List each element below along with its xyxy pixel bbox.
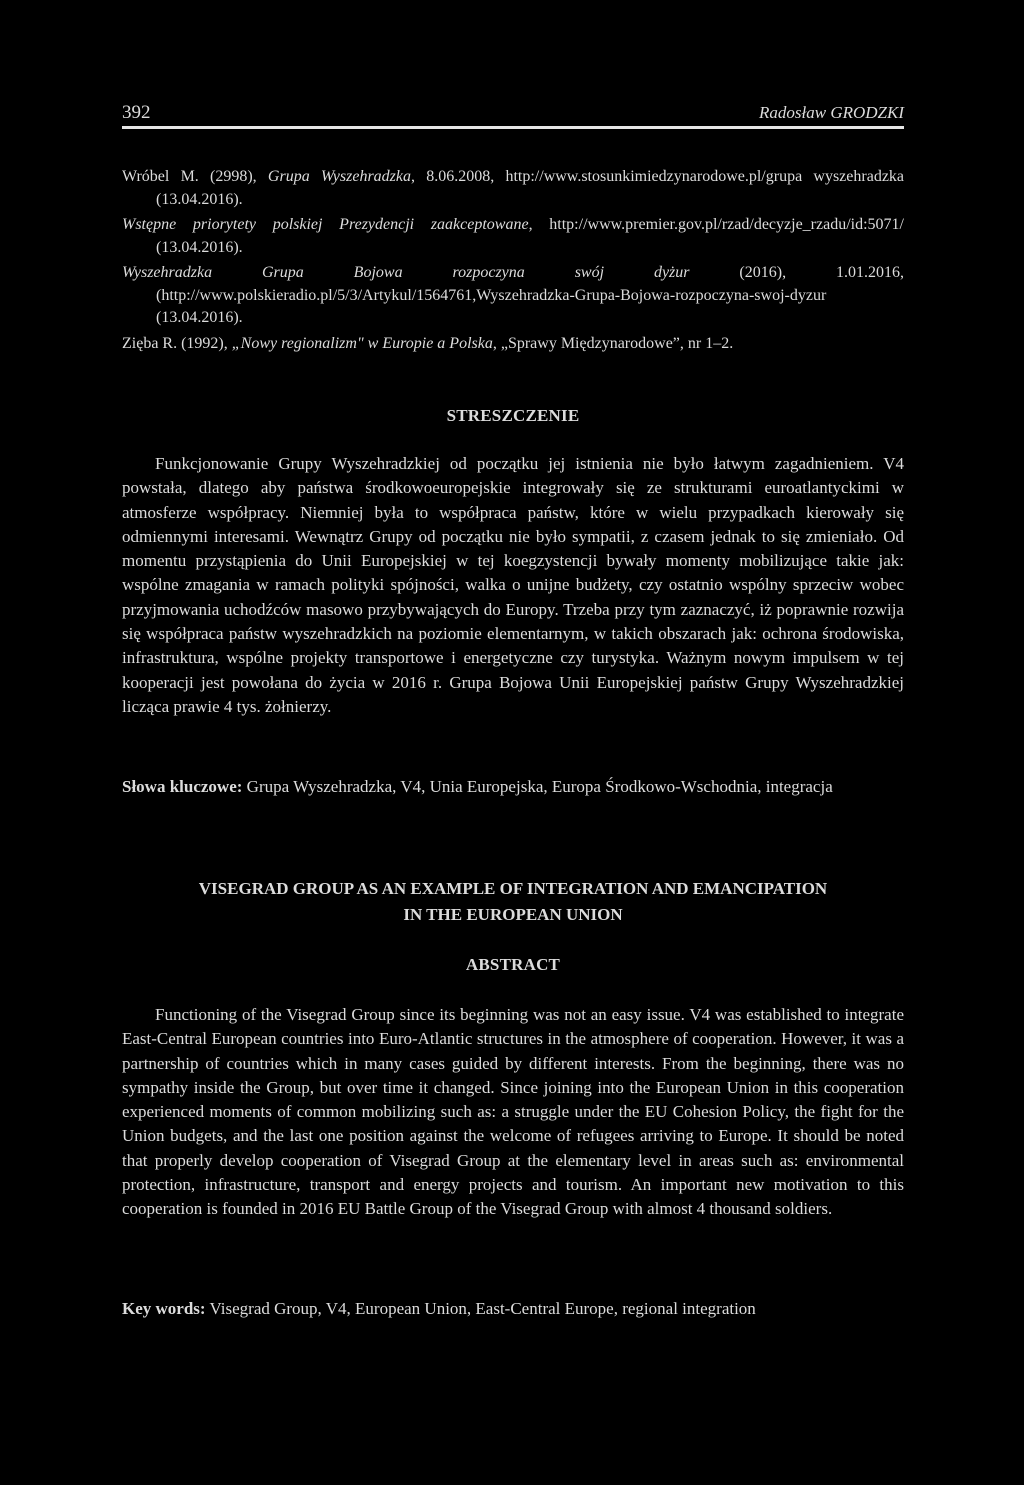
- reference-item: Wstępne priorytety polskiej Prezydencji zaakceptowane, http://www.premier.gov.pl/rzad/decyzje_rzadu/id:5071/ (13.04.2016).: [122, 216, 904, 256]
- reference-item: Wyszehradzka Grupa Bojowa rozpoczyna swój dyżur (2016), 1.01.2016, (http://www.polskieradio.pl/5/3/Artykul/1564761,Wyszehradzka-Grupa-Bojowa-rozpoczyna-swoj-dyzur (13.04.2016).: [122, 264, 905, 326]
- streszczenie-heading: STRESZCZENIE: [446, 406, 580, 425]
- reference-item: Wróbel M. (2998), Grupa Wyszehradzka, 8.06.2008, http://www.stosunkimiedzynarodowe.pl/grupa wyszehradzka (13.04.2016).: [122, 168, 905, 208]
- keywords-label: Słowa kluczowe:: [122, 777, 243, 796]
- keywords-label: Key words:: [122, 1299, 206, 1318]
- abstract-body: Functioning of the Visegrad Group since its beginning was not an easy issue. V4 was established to integrate East-Central European countries into Euro-Atlantic structures in the atmosphere of cooperation. However, it was a partnership of countries which in many cases guided by different interests. From the beginning, there was no sympathy inside the Group, but over time it changed. Since joining into the European Union in this cooperation experienced moments of common mobilizing such as: a struggle under the EU Cohesion Policy, the fight for the Union budgets, and the last one position against the welcome of refugees arriving to Europe. It should be noted that properly develop cooperation of Visegrad Group at the elementary level in areas such as: environmental protection, infrastructure, transport and energy projects and tourism. An important new motivation to this cooperation is founded in 2016 EU Battle Group of the Visegrad Group with almost 4 thousand soldiers.: [122, 1005, 904, 1219]
- english-title-line: VISEGRAD GROUP AS AN EXAMPLE OF INTEGRATION AND EMANCIPATION: [198, 879, 828, 898]
- page-header: [122, 100, 904, 129]
- running-head-author: Radosław GRODZKI: [759, 103, 904, 122]
- streszczenie-body: Funkcjonowanie Grupy Wyszehradzkiej od początku jej istnienia nie było łatwym zagadnieniem. V4 powstała, dlatego aby państwa środkowoeuropejskie integrowały się ze strukturami euroatlantyckimi w atmosferze współpracy. Niemniej była to współpraca państw, które w wielu przypadkach kierowały się odmiennymi interesami. Wewnątrz Grupy od początku nie było sympatii, z czasem jednak to się zmieniało. Od momentu przystąpienia do Unii Europejskiej w tej koegzystencji bywały momenty mobilizujące takie jak: wspólne zmagania w ramach polityki spójności, walka o unijne budżety, czy ostatnio wspólny sprzeciw wobec przyjmowania uchodźców masowo przybywających do Europy. Trzeba przy tym zaznaczyć, iż poprawnie rozwija się współpraca państw wyszehradzkich na poziomie elementarnym, w takich obszarach jak: ochrona środowiska, infrastruktura, wspólne projekty transportowe i energetyczne czy turystyka. Ważnym nowym impulsem w tej kooperacji jest powołana do życia w 2016 r. Grupa Bojowa Unii Europejskiej państw Grupy Wyszehradzkiej licząca prawie 4 tys. żołnierzy.: [122, 454, 904, 716]
- abstract-heading: ABSTRACT: [465, 955, 561, 974]
- reference-list: [122, 166, 904, 358]
- streszczenie-keywords: [122, 774, 904, 800]
- page-number: 392: [122, 102, 151, 123]
- abstract-keywords: [122, 1296, 904, 1322]
- english-title-line: IN THE EUROPEAN UNION: [403, 905, 623, 924]
- keywords-text: Visegrad Group, V4, European Union, East-Central Europe, regional integration: [205, 1299, 756, 1318]
- english-title: [122, 876, 904, 928]
- reference-item: Zięba R. (1992), „Nowy regionalizm" w Europie a Polska, „Sprawy Międzynarodowe”, nr 1–2.: [122, 334, 734, 352]
- keywords-text: Grupa Wyszehradzka, V4, Unia Europejska, Europa Środkowo-Wschodnia, integracja: [242, 777, 833, 796]
